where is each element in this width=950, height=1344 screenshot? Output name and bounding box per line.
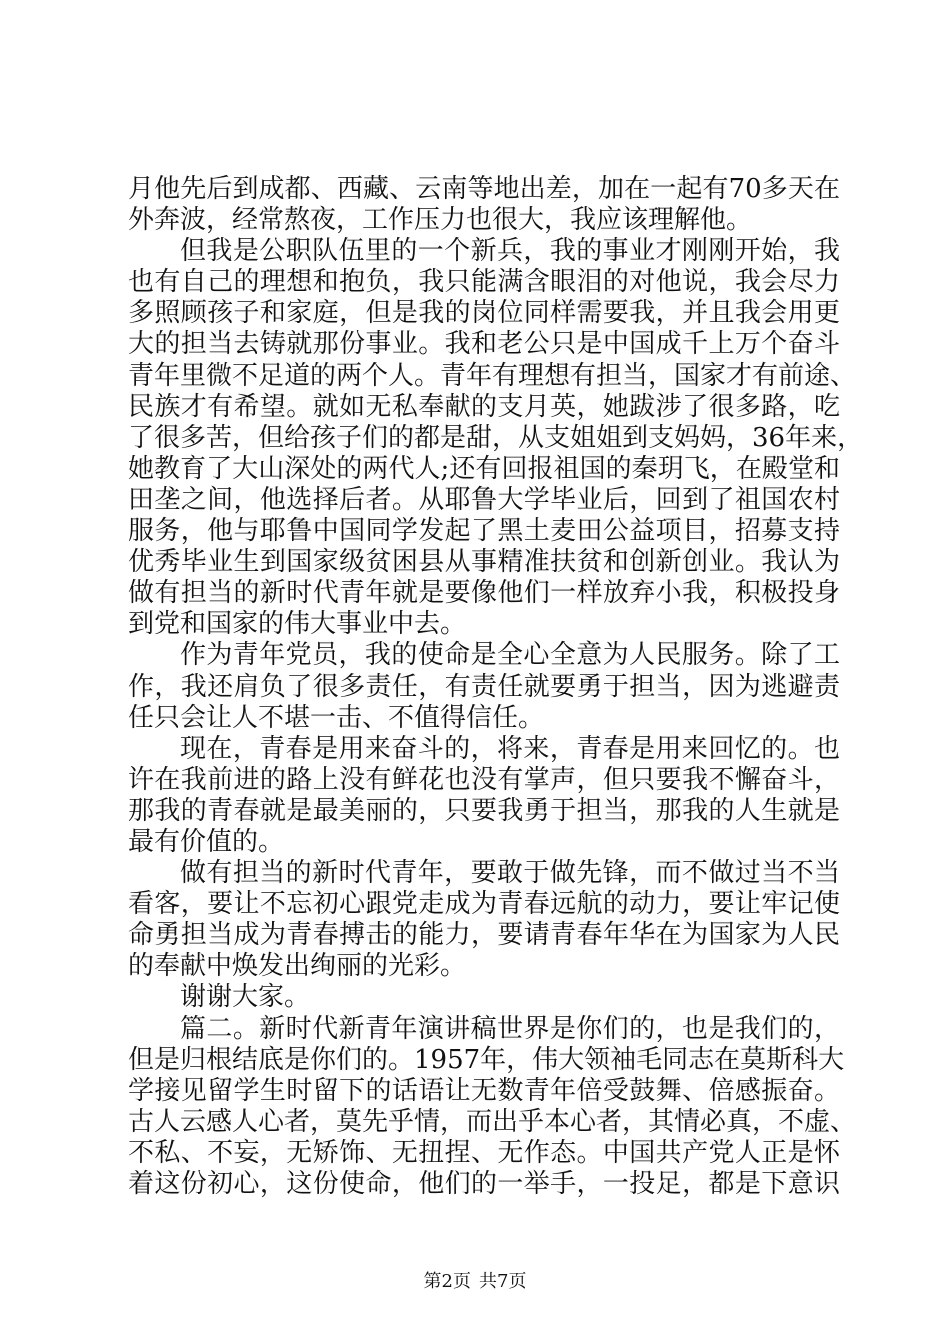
text-line: 古人云感人心者，莫先乎情，而出乎本心者，其情必真，不虚、 [128, 1106, 857, 1137]
text-line: 做有担当的新时代青年，要敢于做先锋，而不做过当不当 [180, 858, 840, 889]
page-footer [0, 1271, 950, 1293]
text-line: 她教育了大山深处的两代人;还有回报祖国的秦玥飞，在殿堂和 [128, 453, 840, 484]
text-line: 命勇担当成为青春搏击的能力，要请青春年华在为国家为人民 [128, 920, 840, 951]
text-line: 多照顾孩子和家庭，但是我的岗位同样需要我，并且我会用更 [128, 298, 840, 329]
text-line: 到党和国家的伟大事业中去。 [128, 609, 467, 640]
text-line: 那我的青春就是最美丽的，只要我勇于担当，那我的人生就是 [128, 795, 840, 826]
text-line: 看客，要让不忘初心跟党走成为青春远航的动力，要让牢记使 [128, 889, 840, 920]
text-line: 也有自己的理想和抱负，我只能满含眼泪的对他说，我会尽力 [128, 267, 840, 298]
text-line: 许在我前进的路上没有鲜花也没有掌声，但只要我不懈奋斗， [128, 764, 840, 795]
text-line: 篇二。新时代新青年演讲稿世界是你们的，也是我们的， [180, 1013, 840, 1044]
body-text [128, 174, 864, 1200]
text-line: 服务，他与耶鲁中国同学发起了黑土麦田公益项目，招募支持 [128, 516, 840, 547]
text-line: 现在，青春是用来奋斗的，将来，青春是用来回忆的。也 [180, 733, 840, 764]
text-line: 做有担当的新时代青年就是要像他们一样放弃小我，积极投身 [128, 578, 840, 609]
text-line: 着这份初心，这份使命，他们的一举手，一投足，都是下意识 [128, 1169, 840, 1199]
text-line: 谢谢大家。 [180, 982, 311, 1013]
text-line: 田垄之间，他选择后者。从耶鲁大学毕业后，回到了祖国农村 [128, 484, 840, 515]
text-line: 大的担当去铸就那份事业。我和老公只是中国成千上万个奋斗 [128, 329, 840, 360]
text-line: 作为青年党员，我的使命是全心全意为人民服务。除了工 [180, 640, 840, 671]
text-line: 但是归根结底是你们的。1957年，伟大领袖毛同志在莫斯科大 [128, 1044, 845, 1075]
text-line: 优秀毕业生到国家级贫困县从事精准扶贫和创新创业。我认为 [128, 547, 840, 578]
text-line: 民族才有希望。就如无私奉献的支月英，她跋涉了很多路，吃 [128, 391, 840, 422]
text-line: 学接见留学生时留下的话语让无数青年倍受鼓舞、倍感振奋。 [128, 1075, 840, 1106]
text-line: 青年里微不足道的两个人。青年有理想有担当，国家才有前途、 [128, 360, 857, 391]
text-line: 最有价值的。 [128, 826, 285, 857]
text-line: 不私、不妄，无矫饰、无扭捏、无作态。中国共产党人正是怀 [128, 1137, 840, 1168]
text-line: 作，我还肩负了很多责任，有责任就要勇于担当，因为逃避责 [128, 671, 840, 702]
text-line: 了很多苦，但给孩子们的都是甜，从支姐姐到支妈妈，36年来， [128, 422, 864, 453]
page-total: 共7页 [479, 1271, 527, 1292]
text-line: 月他先后到成都、西藏、云南等地出差，加在一起有70多天在 [128, 174, 840, 204]
text-line: 外奔波，经常熬夜，工作压力也很大，我应该理解他。 [128, 205, 753, 236]
text-line: 但我是公职队伍里的一个新兵，我的事业才刚刚开始，我 [180, 236, 840, 267]
text-line: 的奉献中焕发出绚丽的光彩。 [128, 951, 467, 982]
page-number: 第2页 [423, 1271, 471, 1292]
text-line: 任只会让人不堪一击、不值得信任。 [128, 702, 545, 733]
